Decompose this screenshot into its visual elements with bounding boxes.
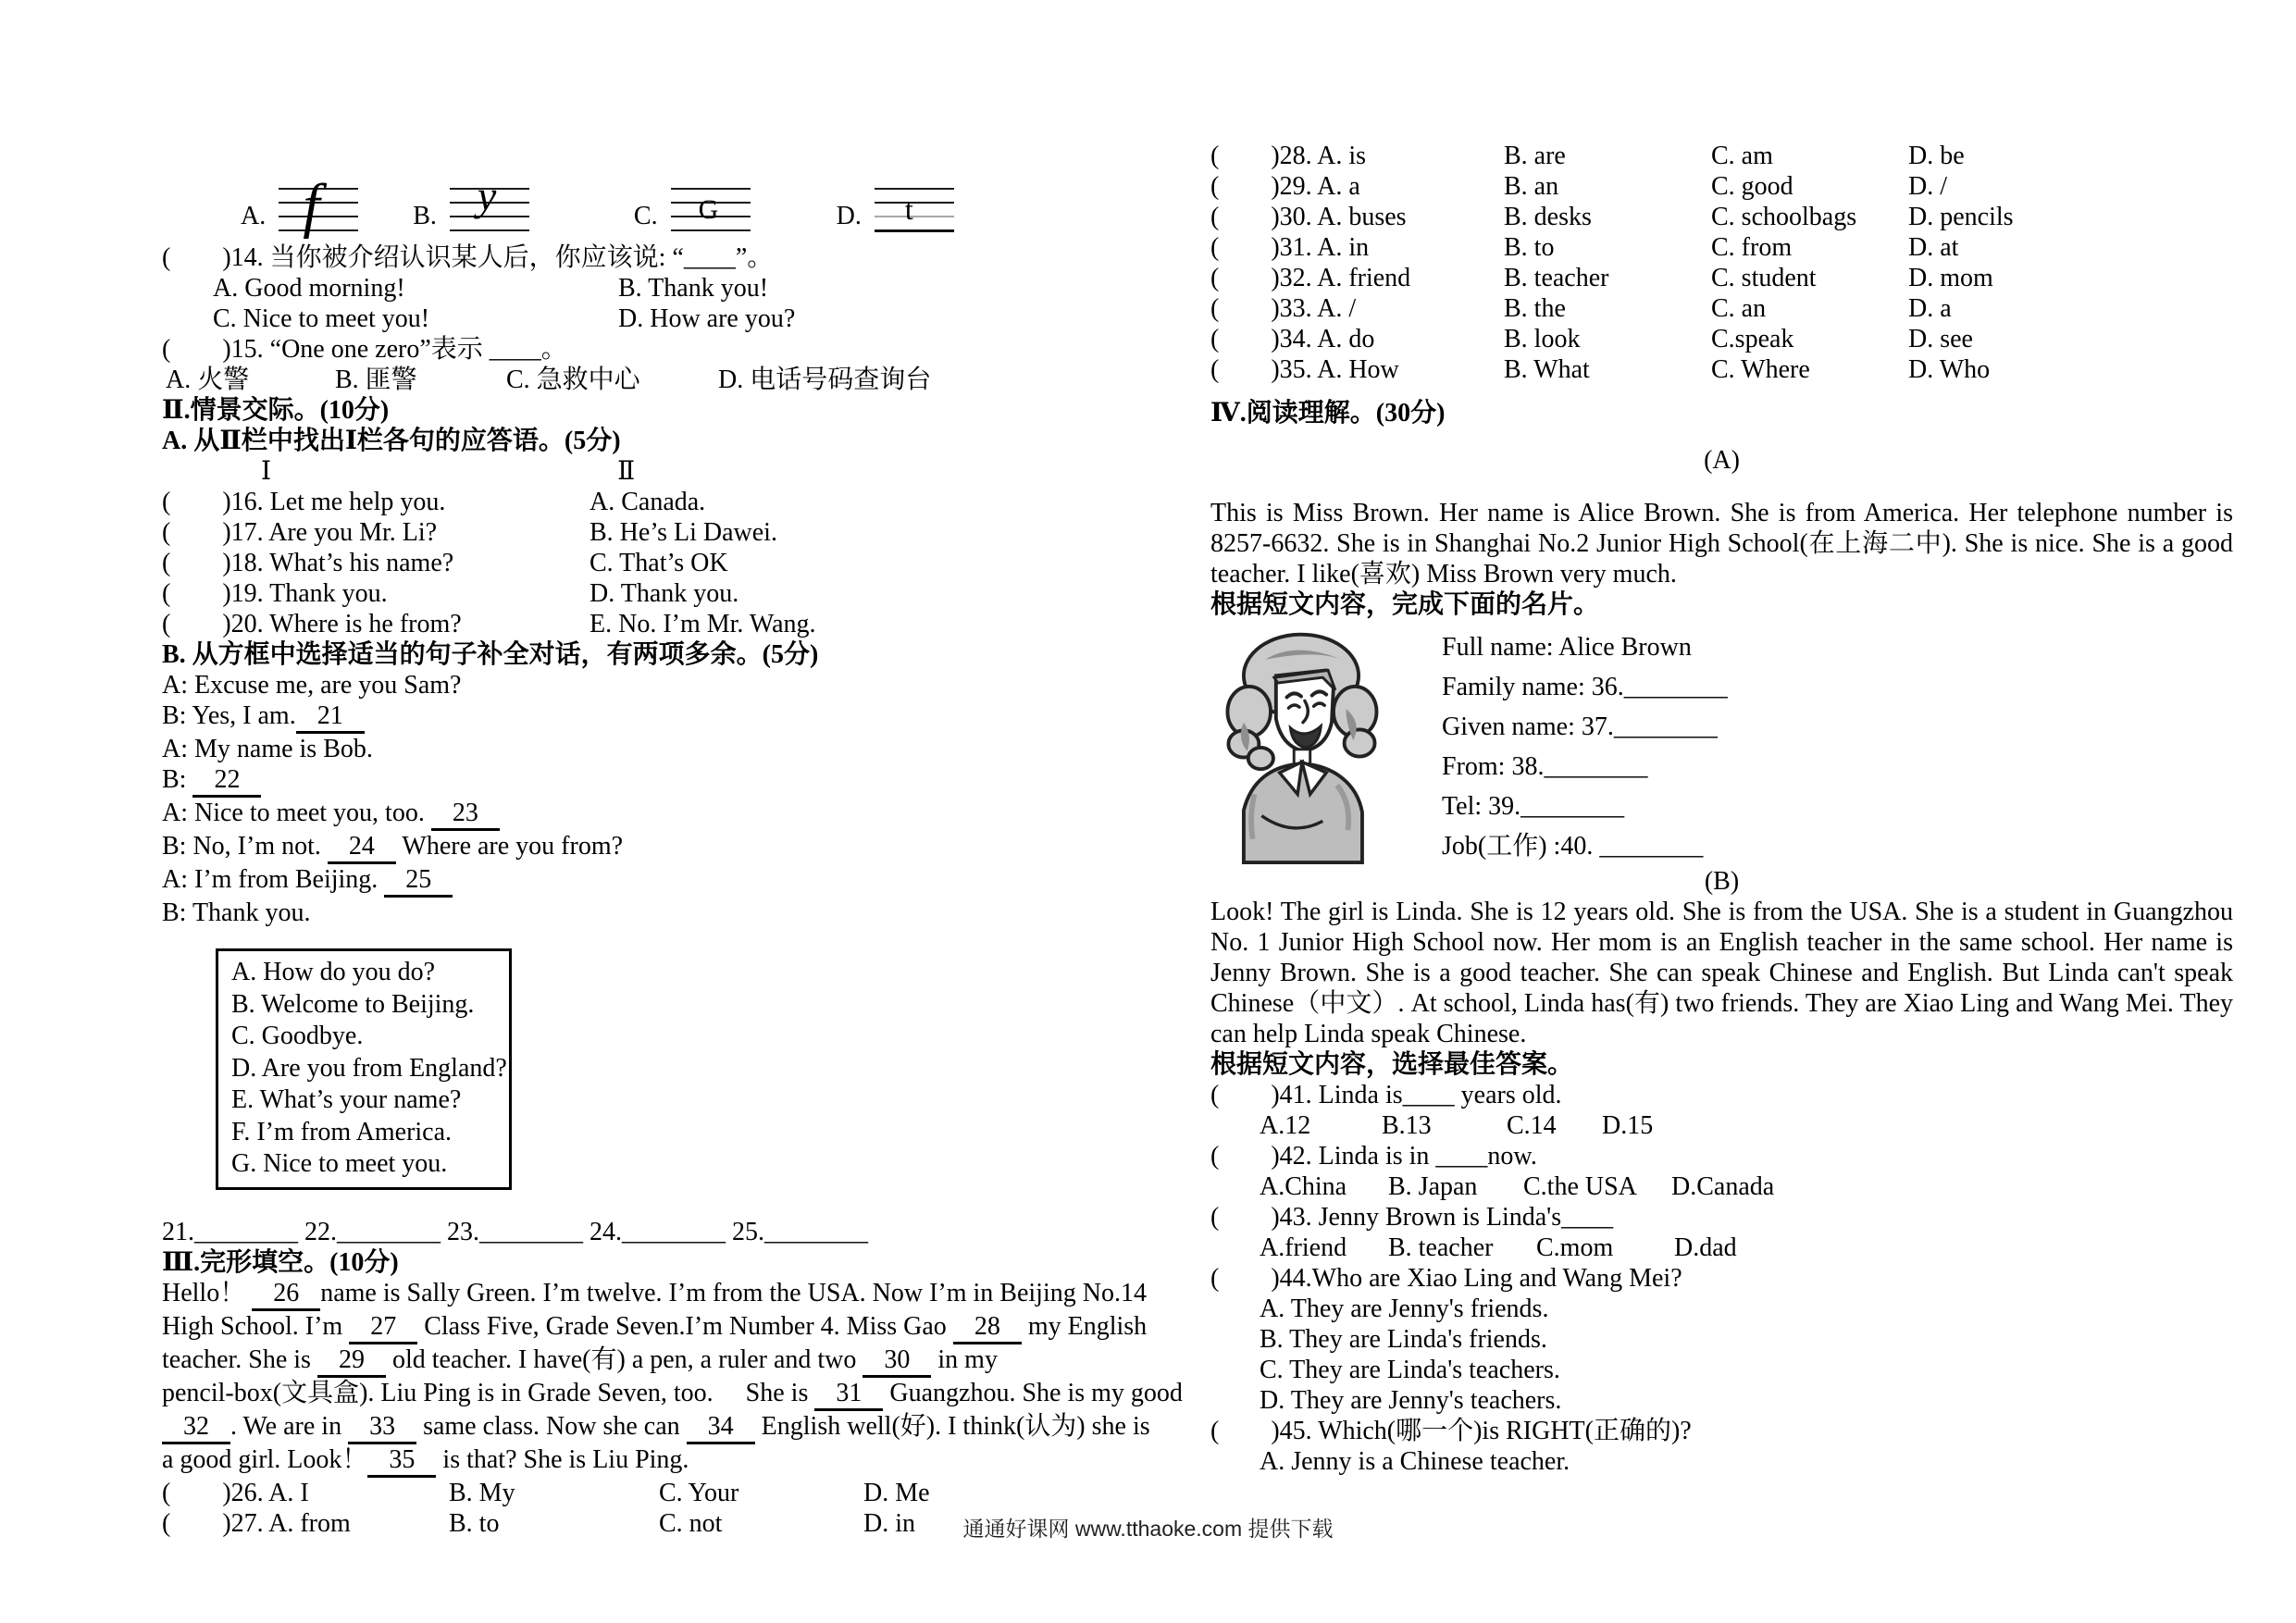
box-option-a: A. How do you do? [231, 958, 436, 986]
match-16-right: A. Canada. [590, 488, 706, 516]
staff-option-a [241, 172, 358, 240]
staff-letter-y: y [477, 172, 497, 219]
q27-option-b: B. to [449, 1508, 500, 1538]
q27-option-c: C. not [659, 1508, 723, 1538]
column-header-I: Ⅰ [261, 457, 272, 486]
section-2-title: Ⅱ.情景交际。(10分) [162, 396, 390, 425]
match-19-left: ( )19. Thank you. [162, 579, 388, 608]
q41-option-b: B.13 [1382, 1111, 1432, 1140]
q43-option-d: D.dad [1674, 1233, 1737, 1262]
staff-letter-g: G [698, 194, 719, 225]
q42-option-d: D.Canada [1671, 1172, 1775, 1201]
box-option-d: D. Are you from England? [231, 1053, 507, 1083]
q33-option-a: ( )33. A. / [1210, 294, 1357, 323]
question-43-options [1210, 1233, 2233, 1263]
q26-option-d: D. Me [863, 1478, 930, 1507]
q34-option-c: C.speak [1711, 325, 1794, 353]
card-tel: Tel: 39.________ [1442, 792, 1625, 821]
question-30-row [1210, 202, 2233, 232]
q33-option-c: C. an [1711, 294, 1767, 323]
q15-option-d: D. 电话号码查询台 [718, 365, 932, 394]
card-full-name: Full name: Alice Brown [1442, 633, 1692, 662]
dialogue-line-8: B: Thank you. [162, 898, 311, 927]
question-26-row [162, 1478, 1166, 1508]
card-family-name: Family name: 36.________ [1442, 673, 1728, 701]
four-line-staff-c [671, 188, 751, 231]
q31-option-d: D. at [1908, 233, 1959, 262]
staff-label-d: D. [836, 202, 862, 230]
q28-option-a: ( )28. A. is [1210, 142, 1367, 170]
match-20-left: ( )20. Where is he from? [162, 610, 462, 638]
q26-option-c: C. Your [659, 1478, 739, 1507]
answers-21-25-line: 21.________ 22.________ 23.________ 24.________ 25.________ [162, 1217, 868, 1246]
q33-option-d: D. a [1908, 294, 1952, 323]
writing-staves-row [162, 155, 1166, 240]
q32-option-d: D. mom [1908, 264, 1993, 292]
site-watermark-footer: 通通好课网 www.tthaoke.com 提供下载 [962, 1517, 1334, 1541]
q35-option-b: B. What [1504, 355, 1590, 384]
card-from: From: 38.________ [1442, 752, 1648, 781]
q15-option-a: A. 火警 [166, 365, 250, 394]
four-line-staff-a [279, 172, 358, 240]
match-18-right: C. That’s OK [590, 549, 728, 577]
dialogue-line-4: B: 22 [162, 764, 1166, 798]
staff-option-d [837, 188, 954, 231]
q29-option-c: C. good [1711, 172, 1793, 201]
q33-option-b: B. the [1504, 294, 1566, 323]
match-row-17 [162, 517, 1166, 548]
question-33-row [1210, 293, 2233, 324]
section-3-title: Ⅲ.完形填空。(10分) [162, 1247, 399, 1277]
q44-option-c: C. They are Linda's teachers. [1260, 1356, 1560, 1384]
question-15-stem: ( )15. “One one zero”表示 ____。 [162, 335, 567, 364]
cloze-line-5: 32 . We are in 33 same class. Now she can 34 English well(好). I think(认为) she is [162, 1411, 1166, 1444]
cloze-blank-28: 28 [953, 1311, 1022, 1344]
section-2-part-a: A. 从Ⅱ栏中找出Ⅰ栏各句的应答语。(5分) [162, 427, 621, 455]
box-option-f: F. I’m from America. [231, 1117, 453, 1146]
q31-option-b: B. to [1504, 233, 1555, 262]
question-29-row [1210, 171, 2233, 202]
dialogue-line-7: A: I’m from Beijing. 25 [162, 864, 1166, 898]
four-line-staff-b [450, 172, 529, 231]
q30-option-c: C. schoolbags [1711, 203, 1857, 231]
dialogue-line-2: B: Yes, I am. 21 [162, 700, 1166, 734]
match-18-left: ( )18. What’s his name? [162, 549, 454, 577]
name-card [1210, 624, 2233, 866]
q14-option-a: A. Good morning! [213, 274, 405, 303]
question-43-stem: ( )43. Jenny Brown is Linda's____ [1210, 1203, 1614, 1232]
question-42-options [1210, 1171, 2233, 1202]
box-option-e: E. What’s your name? [231, 1085, 462, 1114]
q26-option-a: ( )26. A. I [162, 1478, 309, 1507]
match-row-18 [162, 548, 1166, 578]
cloze-line-6: a good girl. Look！ 35 is that? She is Liu Ping. [162, 1444, 1166, 1478]
match-17-right: B. He’s Li Dawei. [590, 518, 777, 547]
card-job: Job(工作) :40. ________ [1442, 832, 1704, 861]
right-column [1210, 141, 2233, 1477]
column-header-II: Ⅱ [617, 457, 636, 486]
q30-option-d: D. pencils [1908, 203, 2014, 231]
q28-option-d: D. be [1908, 142, 1965, 170]
q42-option-a: A.China [1260, 1172, 1347, 1201]
q32-option-b: B. teacher [1504, 264, 1609, 292]
box-option-b: B. Welcome to Beijing. [231, 989, 475, 1019]
staff-letter-f: f [303, 172, 320, 240]
match-20-right: E. No. I’m Mr. Wang. [590, 610, 816, 638]
cloze-blank-29: 29 [317, 1344, 386, 1378]
question-35-row [1210, 354, 2233, 385]
question-34-row [1210, 324, 2233, 354]
match-16-left: ( )16. Let me help you. [162, 488, 446, 516]
dialogue-line-5: A: Nice to meet you, too. 23 [162, 798, 1166, 831]
match-row-20 [162, 609, 1166, 639]
staff-label-c: C. [633, 202, 658, 230]
cloze-line-3: teacher. She is 29 old teacher. I have(有) a pen, a ruler and two 30 in my [162, 1344, 1166, 1378]
q42-option-b: B. Japan [1388, 1172, 1478, 1201]
q44-option-b: B. They are Linda's friends. [1260, 1325, 1547, 1354]
q34-option-a: ( )34. A. do [1210, 325, 1375, 353]
answer-blank-25: 25 [384, 864, 453, 898]
question-15-options [162, 365, 1166, 395]
dialogue-line-6: B: No, I’m not. 24 Where are you from? [162, 831, 1166, 864]
staff-label-a: A. [241, 202, 267, 230]
question-32-row [1210, 263, 2233, 293]
passage-a-label: (A) [1704, 446, 1740, 475]
q35-option-a: ( )35. A. How [1210, 355, 1399, 384]
q35-option-d: D. Who [1908, 355, 1991, 384]
cloze-blank-27: 27 [349, 1311, 417, 1344]
q26-option-b: B. My [449, 1478, 515, 1507]
choice-box [216, 948, 512, 1190]
q41-option-a: A.12 [1260, 1111, 1311, 1140]
four-line-staff-d [875, 188, 954, 231]
q34-option-d: D. see [1908, 325, 1973, 353]
dialogue-line-3: A: My name is Bob. [162, 735, 373, 763]
q32-option-a: ( )32. A. friend [1210, 264, 1411, 292]
box-option-c: C. Goodbye. [231, 1022, 364, 1050]
cloze-line-4: pencil-box(文具盒). Liu Ping is in Grade Seven, too. She is 31 Guangzhou. She is my good [162, 1378, 1166, 1411]
cloze-blank-31: 31 [814, 1378, 883, 1411]
answer-blank-23: 23 [431, 798, 500, 831]
answer-blank-21: 21 [296, 700, 365, 734]
match-column-headers [162, 456, 1166, 487]
question-42-stem: ( )42. Linda is in ____now. [1210, 1142, 1537, 1171]
q31-option-c: C. from [1711, 233, 1793, 262]
question-14-options-ab [162, 273, 1166, 304]
q43-option-a: A.friend [1260, 1233, 1347, 1262]
q42-option-c: C.the USA [1523, 1172, 1637, 1201]
q41-option-d: D.15 [1602, 1111, 1654, 1140]
q29-option-a: ( )29. A. a [1210, 172, 1360, 201]
staff-letter-t: t [904, 192, 913, 226]
q41-option-c: C.14 [1507, 1111, 1557, 1140]
q14-option-b: B. Thank you! [618, 274, 769, 303]
q34-option-b: B. look [1504, 325, 1581, 353]
staff-option-b [413, 172, 529, 231]
q15-option-c: C. 急救中心 [506, 365, 640, 394]
box-option-g: G. Nice to meet you. [231, 1149, 448, 1178]
q44-option-a: A. They are Jenny's friends. [1260, 1295, 1549, 1323]
staff-option-c [634, 188, 751, 231]
q43-option-c: C.mom [1536, 1233, 1614, 1262]
card-given-name: Given name: 37.________ [1442, 712, 1718, 741]
q31-option-a: ( )31. A. in [1210, 233, 1370, 262]
passage-b-label: (B) [1704, 867, 1740, 896]
cloze-line-1: Hello！ 26 name is Sally Green. I’m twelve. I’m from the USA. Now I’m in Beijing No.14 [162, 1278, 1166, 1311]
answer-blank-24: 24 [328, 831, 396, 864]
question-28-row [1210, 141, 2233, 171]
task-b-instruction: 根据短文内容，选择最佳答案。 [1210, 1050, 1574, 1079]
question-14-stem: ( )14. 当你被介绍认识某人后，你应该说: “____”。 [162, 243, 774, 272]
question-41-options [1210, 1110, 2233, 1141]
q30-option-a: ( )30. A. buses [1210, 203, 1407, 231]
q45-option-a: A. Jenny is a Chinese teacher. [1260, 1447, 1570, 1476]
teacher-illustration [1210, 624, 1392, 864]
q35-option-c: C. Where [1711, 355, 1810, 384]
task-a-instruction: 根据短文内容，完成下面的名片。 [1210, 590, 1600, 619]
question-44-stem: ( )44.Who are Xiao Ling and Wang Mei? [1210, 1264, 1682, 1293]
q27-option-d: D. in [863, 1508, 915, 1538]
q30-option-b: B. desks [1504, 203, 1592, 231]
match-row-19 [162, 578, 1166, 609]
cloze-blank-34: 34 [687, 1411, 755, 1444]
question-31-row [1210, 232, 2233, 263]
q28-option-c: C. am [1711, 142, 1773, 170]
cloze-blank-32: 32 [162, 1411, 230, 1444]
section-4-title: Ⅳ.阅读理解。(30分) [1210, 399, 1446, 427]
cloze-line-2: High School. I’m 27 Class Five, Grade Seven.I’m Number 4. Miss Gao 28 my English [162, 1311, 1166, 1344]
question-41-stem: ( )41. Linda is____ years old. [1210, 1081, 1562, 1109]
passage-b-text: Look! The girl is Linda. She is 12 years old. She is from the USA. She is a student in Guangzhou No. 1 Junior High School now. Her mom is an English teacher in the same school. Her name is Jenny Brown. She is a good teacher. She can speak Chinese and English. But Linda can't speak Chinese（中文）. At school, Linda has(有) two friends. They are Xiao Ling and Wang Mei. They can help Linda speak Chinese. [1210, 898, 2233, 1048]
q29-option-d: D. / [1908, 172, 1947, 201]
match-17-left: ( )17. Are you Mr. Li? [162, 518, 438, 547]
q29-option-b: B. an [1504, 172, 1559, 201]
answer-blank-22: 22 [192, 764, 261, 798]
cloze-blank-26: 26 [252, 1278, 320, 1311]
match-19-right: D. Thank you. [590, 579, 739, 608]
staff-label-b: B. [413, 202, 437, 230]
question-45-stem: ( )45. Which(哪一个)is RIGHT(正确的)? [1210, 1417, 1692, 1445]
q15-option-b: B. 匪警 [335, 365, 417, 394]
q43-option-b: B. teacher [1388, 1233, 1494, 1262]
dialogue-line-1: A: Excuse me, are you Sam? [162, 671, 462, 700]
left-column [162, 139, 1183, 1539]
q14-option-d: D. How are you? [618, 304, 796, 333]
q32-option-c: C. student [1711, 264, 1817, 292]
question-14-options-cd [162, 304, 1166, 334]
q14-option-c: C. Nice to meet you! [213, 304, 430, 333]
name-card-fields [1442, 624, 1728, 866]
passage-a-text: This is Miss Brown. Her name is Alice Brown. She is from America. Her telephone number is 8257-6632. She is in Shanghai No.2 Junior High School(在上海二中). She is nice. She is a good teacher. I like(喜欢) Miss Brown very much. [1210, 499, 2233, 588]
q28-option-b: B. are [1504, 142, 1566, 170]
match-row-16 [162, 487, 1166, 517]
q27-option-a: ( )27. A. from [162, 1508, 351, 1538]
section-2-part-b: B. 从方框中选择适当的句子补全对话，有两项多余。(5分) [162, 640, 819, 669]
cloze-blank-30: 30 [863, 1344, 931, 1378]
q44-option-d: D. They are Jenny's teachers. [1260, 1386, 1562, 1415]
cloze-blank-33: 33 [348, 1411, 416, 1444]
cloze-blank-35: 35 [367, 1444, 436, 1478]
